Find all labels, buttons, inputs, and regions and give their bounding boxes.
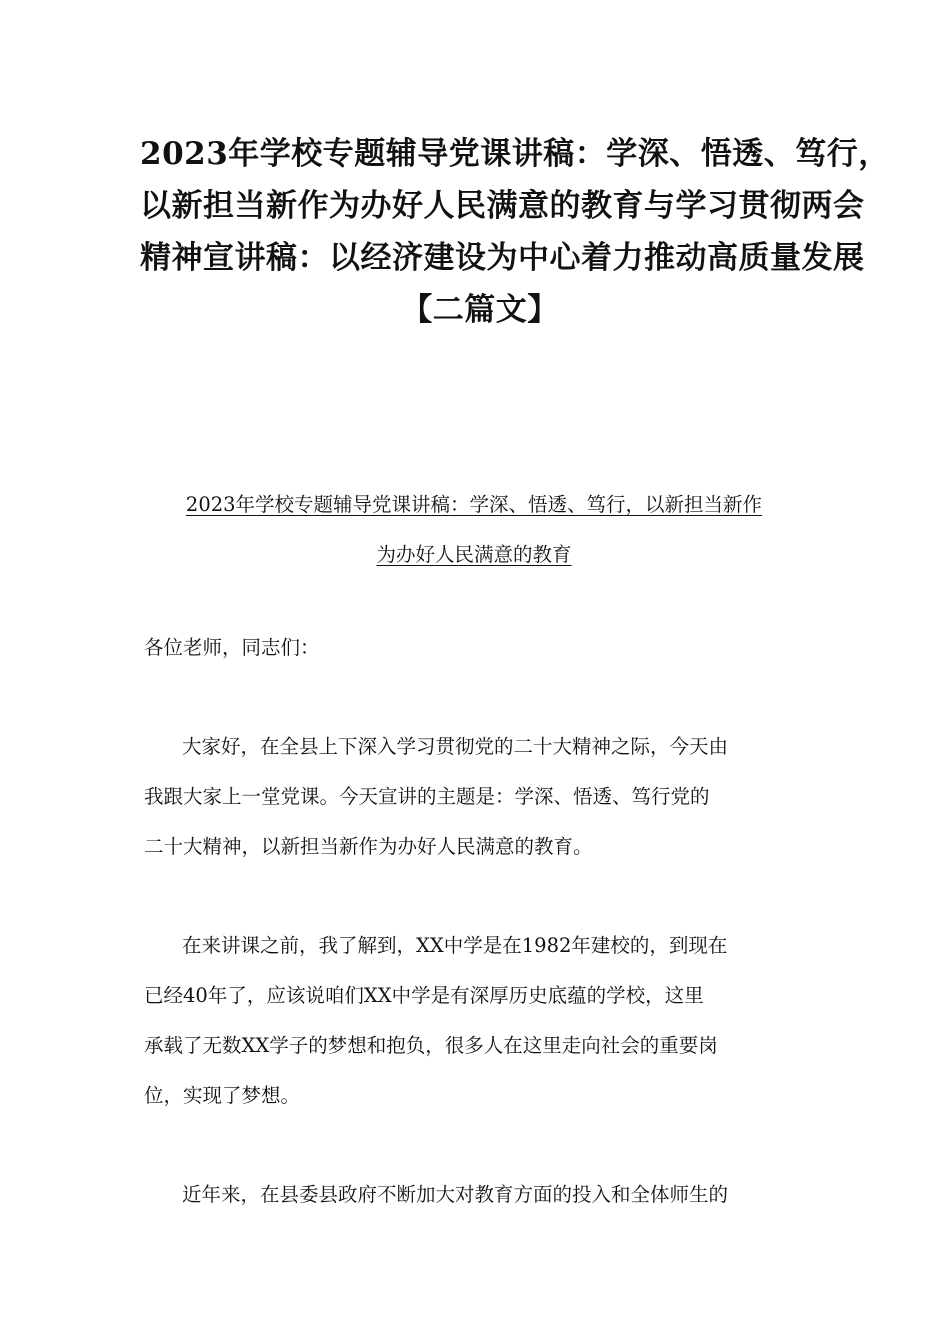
paragraph-line: 已经40年了，应该说咱们XX中学是有深厚历史底蕴的学校，这里 xyxy=(144,984,704,1007)
paragraph-1 xyxy=(144,722,814,872)
paragraph-line: 承载了无数XX学子的梦想和抱负，很多人在这里走向社会的重要岗 xyxy=(144,1034,718,1057)
paragraph-line: 二十大精神，以新担当新作为办好人民满意的教育。 xyxy=(144,835,593,858)
paragraph-3 xyxy=(144,1170,814,1220)
title-line: 以新担当新作为办好人民满意的教育与学习贯彻两会 xyxy=(140,188,865,224)
salutation xyxy=(144,623,814,673)
title-line: 【二篇文】 xyxy=(401,292,559,328)
title-line: 2023年学校专题辅导党课讲稿：学深、悟透、笃行， xyxy=(140,136,890,172)
paragraph-line: 在来讲课之前，我了解到，XX中学是在1982年建校的，到现在 xyxy=(182,934,728,957)
paragraph-line: 我跟大家上一堂党课。今天宣讲的主题是：学深、悟透、笃行党的 xyxy=(144,785,710,808)
paragraph-2 xyxy=(144,921,814,1121)
document-title xyxy=(140,128,890,336)
section-heading xyxy=(140,480,808,580)
paragraph-line: 位，实现了梦想。 xyxy=(144,1084,301,1107)
title-line: 精神宣讲稿：以经济建设为中心着力推动高质量发展 xyxy=(140,240,865,276)
section-heading-line: 为办好人民满意的教育 xyxy=(376,543,572,566)
paragraph-line: 大家好，在全县上下深入学习贯彻党的二十大精神之际，今天由 xyxy=(182,735,729,758)
salutation-text: 各位老师，同志们： xyxy=(144,636,320,659)
section-heading-line: 2023年学校专题辅导党课讲稿：学深、悟透、笃行，以新担当新作 xyxy=(185,493,763,516)
paragraph-line: 近年来，在县委县政府不断加大对教育方面的投入和全体师生的 xyxy=(182,1183,729,1206)
